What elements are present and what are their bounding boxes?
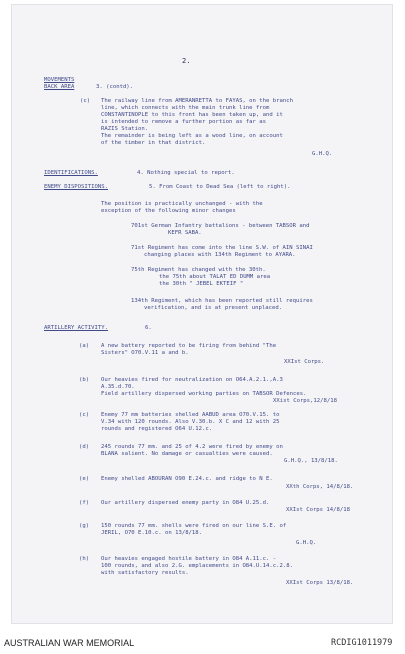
enemy-dispositions-heading: ENEMY DISPOSITIONS. [44,184,108,190]
artillery-item-line: 245 rounds 77 mm. and 25 of 4.2 were fired by enemy on [101,444,283,450]
dispositions-intro-line: exception of the following minor changes [101,208,236,214]
para-c-line: RAZIS Station. [101,126,149,132]
movements-heading: MOVEMENTS [44,77,75,83]
page-number: 2. [182,57,191,65]
identifications-text: 4. Nothing special to report. [137,170,235,176]
para-c-line: line, which connects with the main trunk line from [101,105,270,111]
artillery-item-source: XXth Corps, 14/8/18. [286,484,354,490]
disposition-change-line: 134th Regiment, which has been reported still requires [131,298,313,304]
archive-name: AUSTRALIAN WAR MEMORIAL [4,638,135,648]
artillery-item-line: Enemy shelled ABOURAN O90 E.24.c. and ridge to N E. [101,476,273,482]
artillery-item-label: (e) [79,476,90,482]
identifications-heading: IDENTIFICATIONS. [44,170,98,176]
artillery-item-line: A new battery reported to be firing from behind "The [101,343,277,349]
artillery-number: 6. [145,325,152,331]
disposition-change-line: the 75th about TALAT ED DUMM area [159,274,271,280]
enemy-dispositions-text: 5. From Coast to Dead Sea (left to right). [149,184,291,190]
artillery-item-line: V.34 with 120 rounds. Also V.30.b. X C and 12 with 25 [101,419,280,425]
para-c-line: The remainder is being left as a wood line, on account [101,133,283,139]
disposition-change-line: verification, and is at present unplaced. [144,305,283,311]
artillery-item-line: 100 rounds, and also 2.G. emplacements in O84.U.14.c.2.8. [101,563,293,569]
artillery-item-line: Our heavies engaged hostile battery in O84 A.11.c. - [101,556,277,562]
para-c-line: of the timber in that district. [101,140,206,146]
movements-number: 3. (contd). [96,84,134,90]
artillery-item-line: rounds and registered O64 U.12.c. [101,426,213,432]
artillery-item-line: Our heavies fired for neutralization on O64.A.2.1.,A.3 [101,377,283,383]
dispositions-intro-line: The position is practically unchanged - with the [101,201,263,207]
artillery-item-line: with satisfactory results. [101,570,189,576]
artillery-item-source: XXIst Corps 14/8/18 [286,507,350,513]
archive-footer [0,629,405,654]
disposition-change-line: 701st German Infantry battalions - between TABSOR and [131,223,310,229]
artillery-item-label: (f) [79,500,90,506]
artillery-item-line: BLANA salient. No damage or casualties were caused. [101,451,273,457]
artillery-item-label: (a) [79,343,90,349]
para-c-line: CONSTANTINOPLE to this front has been taken up, and it [101,112,283,118]
artillery-item-source: G.H.Q. [296,540,317,546]
artillery-item-line: Enemy 77 mm batteries shelled AABUD area O70.V.15. to [101,412,280,418]
artillery-item-label: (d) [79,444,90,450]
disposition-change-line: the 30th " JEBEL EKTEIF " [159,281,244,287]
para-c-line: is intended to remove a further portion as far as [101,119,267,125]
para-c-source: G.H.Q. [312,151,333,157]
artillery-item-line: 150 rounds 77 mm. shells were fired on our line S.E. of [101,523,287,529]
artillery-item-line: A.35.d.70. [101,384,135,390]
artillery-item-source: XXist Corps,12/8/18 [273,398,337,404]
archive-reference: RCDIG1011979 [331,638,393,648]
para-c-line: The railway line from AMERANRETTA to FAYAS, on the branch [101,98,293,104]
artillery-item-source: XXIst Corps. [284,359,325,365]
artillery-item-label: (g) [79,523,90,529]
artillery-item-label: (c) [79,412,90,418]
back-area-heading: BACK AREA [44,84,75,90]
artillery-item-source: XXIst Corps 13/8/18. [286,580,354,586]
disposition-change-line: 75th Regiment has changed with the 30th. [131,267,266,273]
artillery-heading: ARTILLERY ACTIVITY. [44,325,108,331]
artillery-item-source: G.H.Q., 13/8/18. [284,458,338,464]
disposition-change-line: changing places with 134th Regiment to AYARA. [144,252,296,258]
disposition-change-line: KEFR SABA. [168,230,202,236]
disposition-change-line: 71st Regiment has come into the line S.W. of AIN SINAI [131,245,313,251]
para-c-label: (c) [80,98,91,104]
artillery-item-line: Our artillery dispersed enemy party in O84 U.25.d. [101,500,270,506]
artillery-item-line: JERIL, O70 E.10.c. on 13/8/18. [101,530,203,536]
artillery-item-label: (h) [79,556,90,562]
artillery-item-line: Field artillery dispersed working parties on TABSOR Defences. [101,391,307,397]
artillery-item-label: (b) [79,377,90,383]
artillery-item-line: Sisters" O70.V.11 a and b. [101,350,189,356]
